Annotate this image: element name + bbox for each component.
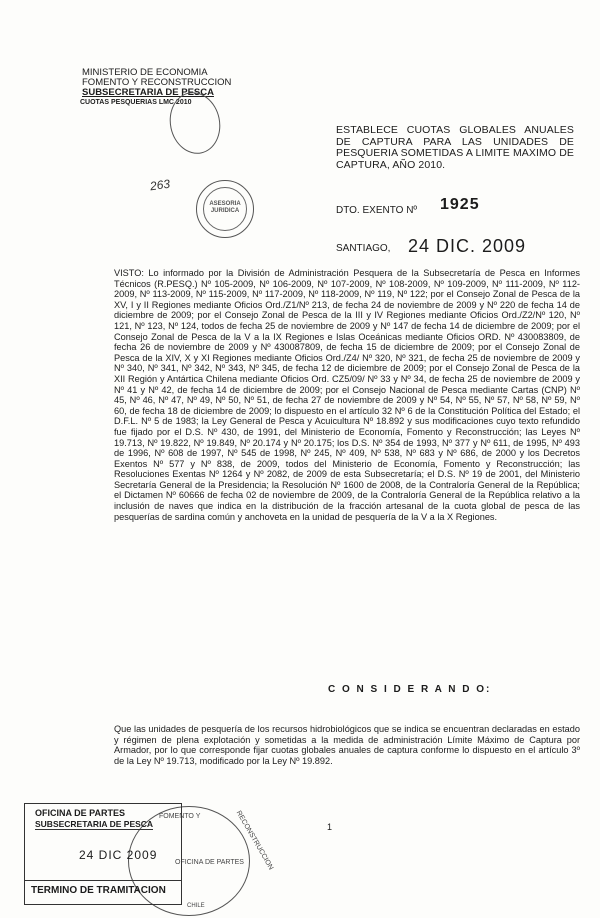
considerando-paragraph: Que las unidades de pesquería de los recursos hidrobiológicos que se indica se encuentran declaradas en estado y régimen de plena explotación y sometidas a la medida de administración Límite Máximo de Captura por Armador, por lo que corresponde fijar cuotas globales anuales de captura conforme lo dispuesto en el artículo 3º de la Ley Nº 19.713, modificado por la Ley Nº 19.892.	[114, 724, 580, 766]
decree-title: ESTABLECE CUOTAS GLOBALES ANUALES DE CAPTURA PARA LAS UNIDADES DE PESQUERIA SOMETIDAS A LIMITE MAXIMO DE CAPTURA, AÑO 2010.	[336, 124, 574, 171]
visto-paragraph: VISTO: Lo informado por la División de Administración Pesquera de la Subsecretaría de Pesca en Informes Técnicos (R.PESQ.) Nº 105-2009, Nº 106-2009, Nº 107-2009, Nº 108-2009, Nº 109-2009, Nº 111-2009, Nº 112-2009, Nº 113-2009, Nº 115-2009, Nº 117-2009, Nº 118-2009, Nº 119, Nº 122; por el Consejo Zonal de Pesca de la XV, I y II Regiones mediante Oficios Ord./Z1/Nº 213, de fecha 24 de noviembre de 2009 y Nº 220 de fecha 14 de diciembre de 2009; por el Consejo Zonal de Pesca de la III y IV Regiones mediante Oficios Ord./Z2/Nº 120, Nº 121, Nº 123, Nº 124, todos de fecha 25 de noviembre de 2009 y Nº 147 de fecha 14 de diciembre de 2009; por el Consejo Zonal de Pesca de la V a la IX Regiones e Islas Oceánicas mediante Oficios ORD. Nº 430083809, de fecha 26 de noviembre de 2009 y Nº 430087809, de fecha 15 de diciembre de 2009; por el Consejo Zonal de Pesca de la XIV, X y XI Regiones mediante Oficios Ord./Z4/ Nº 320, Nº 321, de fecha 25 de noviembre de 2009 y Nº 340, Nº 341, Nº 342, Nº 343, Nº 345, de fecha 12 de diciembre de 2009; por el Consejo Zonal de Pesca de la XII Región y Antártica Chilena mediante Oficios Ord. CZ5/09/ Nº 33 y Nº 34, de fecha 25 de noviembre de 2009 y Nº 41 y Nº 42, de fecha 14 de diciembre de 2009; por el Consejo Nacional de Pesca mediante Cartas (CNP) Nº 45, Nº 46, Nº 47, Nº 49, Nº 50, Nº 51, de fecha 27 de noviembre de 2009 y Nº 54, Nº 55, Nº 57, Nº 58, Nº 59, Nº 60, de fecha 18 de diciembre de 2009; lo dispuesto en el artículo 32 Nº 6 de la Constitución Política del Estado; el D.F.L. Nº 5 de 1983; la Ley General de Pesca y Acuicultura Nº 18.892 y sus modificaciones cuyo texto refundido fue fijado por el D.S. Nº 430, de 1991, del Ministerio de Economía, Fomento y Reconstrucción; las Leyes Nº 19.713, Nº 19.822, Nº 19.849, Nº 20.174 y Nº 20.175; los D.S. Nº 354 de 1993, Nº 377 y Nº 611, de 1995, Nº 493 de 1996, Nº 608 de 1997, Nº 545 de 1998, Nº 245, Nº 409, Nº 538, Nº 683 y Nº 686, de 2000 y los Decretos Exentos Nº 577 y Nº 838, de 2009, todos del Ministerio de Economía, Fomento y Reconstrucción; las Resoluciones Exentas Nº 1264 y Nº 2082, de 2009 de esta Subsecretaría; el D.S. Nº 19 de 2001, del Ministerio Secretaría General de la Presidencia; la Resolución Nº 1600 de 2008, de la Contraloría General de la República; el Dictamen Nº 60666 de fecha 02 de noviembre de 2009, de la Contraloría General de la República relativo a la inclusión de naves que indica en la distribución de la fracción artesanal de la cuota global de pesca de las pesquerías de sardina común y anchoveta en la unidad de pesquería de la V a la X Regiones.	[114, 268, 580, 522]
page-number: 1	[327, 822, 333, 832]
ministry-line: MINISTERIO DE ECONOMIA	[82, 67, 208, 78]
decree-place: SANTIAGO,	[336, 243, 391, 254]
quota-reference: CUOTAS PESQUERIAS LMC 2010	[80, 99, 192, 106]
asesoria-juridica-stamp	[196, 180, 254, 238]
round-stamp-top: FOMENTO Y	[159, 813, 201, 820]
stamp-label: ASESORIA JURIDICA	[209, 201, 241, 214]
office-stamp-date: 24 DIC 2009	[79, 848, 158, 862]
round-stamp-right: RECONSTRUCCION	[234, 809, 275, 872]
decree-date: 24 DIC. 2009	[408, 236, 527, 256]
round-stamp-bottom: CHILE	[187, 903, 205, 909]
considerando-heading: C O N S I D E R A N D O:	[328, 684, 492, 695]
office-stamp-title: OFICINA DE PARTES	[35, 808, 126, 818]
round-stamp-center: OFICINA DE PARTES	[175, 859, 244, 866]
decree-number: 1925	[440, 196, 480, 213]
oficina-partes-stamp	[24, 803, 182, 905]
subsecretaria-line: SUBSECRETARIA DE PESCA	[82, 87, 214, 98]
office-stamp-subtitle: SUBSECRETARIA DE PESCA	[35, 819, 154, 829]
office-stamp-status: TERMINO DE TRAMITACION	[25, 880, 181, 896]
ministry-header	[54, 68, 244, 108]
margin-number: 263	[149, 176, 171, 194]
decree-label: DTO. EXENTO Nº	[336, 205, 418, 216]
ministry-line: FOMENTO Y RECONSTRUCCION	[82, 77, 232, 88]
